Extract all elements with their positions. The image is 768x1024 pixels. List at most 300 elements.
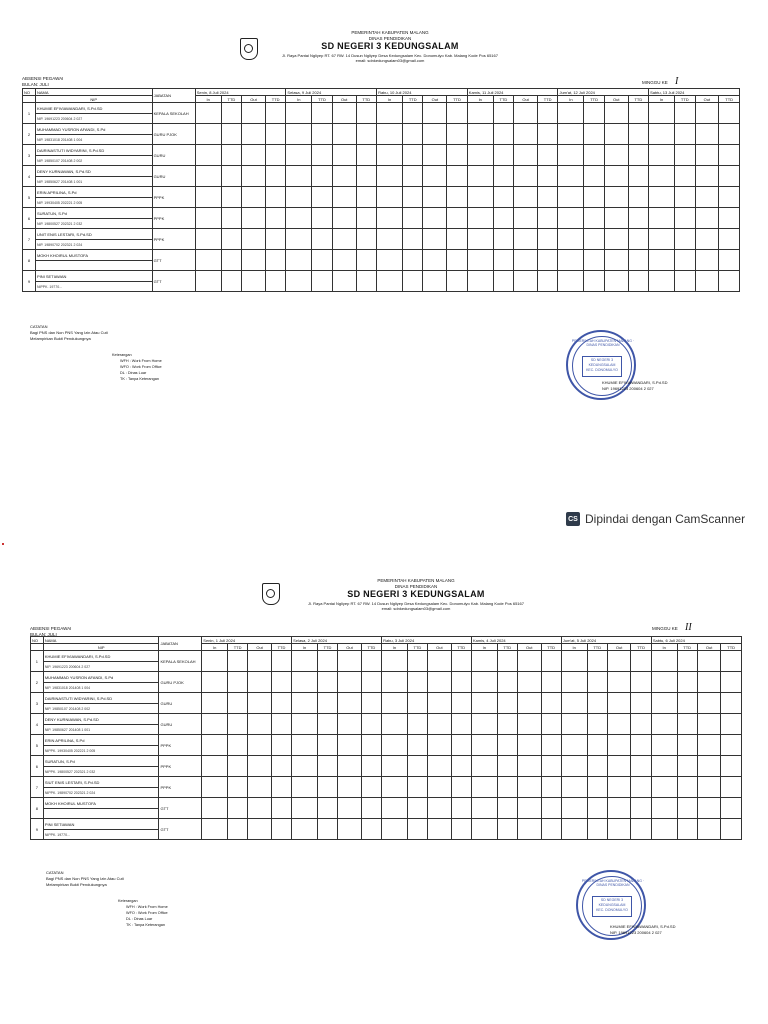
attendance-cell: [695, 187, 719, 208]
attendance-cell: [675, 271, 696, 292]
attendance-cell: [423, 103, 447, 124]
attendance-cell: [377, 124, 403, 145]
table-row: [31, 693, 742, 704]
employee-name: ERIN APRILINA, S.Pd: [35, 187, 152, 198]
attendance-cell: [537, 166, 558, 187]
attendance-cell: [493, 208, 514, 229]
attendance-cell: [493, 229, 514, 250]
attendance-cell: [271, 693, 291, 714]
day-header: Selasa, 9 Juli 2024: [286, 89, 377, 96]
attendance-cell: [675, 166, 696, 187]
col-header-no: NO: [23, 89, 36, 96]
attendance-cell: [447, 250, 468, 271]
table-row: [23, 271, 740, 282]
col-header-in: In: [202, 644, 228, 651]
attendance-cell: [675, 187, 696, 208]
attendance-cell: [649, 187, 675, 208]
attendance-cell: [221, 208, 242, 229]
attendance-cell: [361, 798, 381, 819]
attendance-cell: [402, 166, 423, 187]
attendance-cell: [561, 798, 587, 819]
attendance-cell: [651, 777, 677, 798]
attendance-cell: [377, 187, 403, 208]
table-row: [31, 756, 742, 767]
attendance-cell: [202, 714, 228, 735]
day-header: Kamis, 11 Juli 2024: [467, 89, 558, 96]
attendance-cell: [649, 250, 675, 271]
signer-name: KHUMIE EFIVIAWANDARI, S.Pd.SD: [602, 380, 668, 385]
attendance-cell: [561, 777, 587, 798]
day-header: Sabtu, 13 Juli 2024: [649, 89, 740, 96]
attendance-cell: [265, 208, 286, 229]
attendance-cell: [537, 229, 558, 250]
attendance-cell: [292, 819, 318, 840]
attendance-cell: [628, 187, 649, 208]
attendance-cell: [497, 735, 517, 756]
attendance-cell: [604, 208, 628, 229]
attendance-cell: [675, 229, 696, 250]
attendance-cell: [561, 819, 587, 840]
letterhead-school: SD NEGERI 3 KEDUNGSALAM: [347, 589, 485, 600]
employee-nip: NIP. 19850627 201408 1 001: [35, 177, 152, 187]
day-header: Jum'at, 5 Juli 2024: [561, 637, 651, 644]
attendance-cell: [604, 229, 628, 250]
attendance-cell: [227, 714, 247, 735]
week-number: I: [675, 76, 679, 87]
attendance-cell: [607, 735, 631, 756]
attendance-cell: [248, 819, 272, 840]
row-number: 6: [23, 208, 36, 229]
attendance-cell: [451, 714, 471, 735]
attendance-cell: [221, 103, 242, 124]
attendance-cell: [561, 735, 587, 756]
col-header-in: In: [471, 644, 497, 651]
attendance-cell: [604, 187, 628, 208]
attendance-cell: [265, 271, 286, 292]
attendance-cell: [649, 145, 675, 166]
legend-item: TK : Tanpa Keterangan: [120, 377, 159, 382]
attendance-cell: [651, 714, 677, 735]
row-number: 4: [23, 166, 36, 187]
attendance-cell: [447, 271, 468, 292]
row-number: 7: [23, 229, 36, 250]
attendance-cell: [338, 777, 362, 798]
attendance-cell: [382, 735, 408, 756]
attendance-cell: [382, 651, 408, 672]
attendance-cell: [604, 103, 628, 124]
attendance-cell: [649, 208, 675, 229]
attendance-cell: [514, 166, 538, 187]
attendance-cell: [467, 187, 493, 208]
table-row: [23, 124, 740, 135]
attendance-cell: [377, 166, 403, 187]
table-row: [31, 651, 742, 662]
attendance-cell: [584, 145, 605, 166]
attendance-cell: [514, 250, 538, 271]
attendance-cell: [677, 777, 697, 798]
legend-block: [112, 352, 162, 382]
attendance-cell: [675, 208, 696, 229]
attendance-cell: [721, 735, 742, 756]
attendance-cell: [317, 714, 337, 735]
attendance-cell: [517, 756, 541, 777]
attendance-cell: [517, 735, 541, 756]
col-header-ttd: TTD: [537, 96, 558, 103]
legend-item: DL : Dinas Luar: [120, 371, 147, 376]
attendance-cell: [332, 166, 356, 187]
attendance-cell: [312, 145, 333, 166]
attendance-cell: [561, 693, 587, 714]
legend-item: WFO : Work From Office: [126, 911, 168, 916]
col-header-in: In: [382, 644, 408, 651]
attendance-cell: [221, 250, 242, 271]
attendance-cell: [377, 271, 403, 292]
attendance-cell: [517, 651, 541, 672]
attendance-cell: [286, 229, 312, 250]
col-header-name: NAMA: [35, 89, 152, 96]
attendance-cell: [651, 756, 677, 777]
attendance-cell: [471, 819, 497, 840]
attendance-cell: [428, 756, 452, 777]
col-header-ttd: TTD: [584, 96, 605, 103]
attendance-cell: [493, 271, 514, 292]
attendance-cell: [695, 271, 719, 292]
attendance-cell: [467, 103, 493, 124]
attendance-cell: [719, 208, 740, 229]
attendance-cell: [719, 187, 740, 208]
attendance-cell: [382, 777, 408, 798]
week-indicator: [652, 622, 692, 633]
attendance-cell: [651, 798, 677, 819]
day-header: Selasa, 2 Juli 2024: [292, 637, 382, 644]
letterhead-address: Jl. Raya Pantai Ngliyep RT. 67 RW. 14 Dusun Ngliyep Desa Kedungsalam Kec. Donomulyo Kab. Malang Kode Pos 65167: [282, 52, 498, 58]
attendance-cell: [338, 672, 362, 693]
attendance-cell: [402, 145, 423, 166]
attendance-cell: [221, 124, 242, 145]
attendance-cell: [292, 798, 318, 819]
attendance-cell: [248, 672, 272, 693]
attendance-cell: [402, 187, 423, 208]
attendance-cell: [242, 187, 266, 208]
attendance-cell: [471, 777, 497, 798]
stamp-ring-text: PEMERINTAH KABUPATEN MALANG · DINAS PENDIDIKAN: [581, 879, 645, 887]
col-header-out: Out: [248, 644, 272, 651]
employee-nip: NIP. 19800527 202321 2 032: [35, 219, 152, 229]
attendance-cell: [286, 166, 312, 187]
attendance-cell: [195, 208, 221, 229]
attendance-cell: [628, 145, 649, 166]
attendance-cell: [265, 124, 286, 145]
attendance-cell: [377, 208, 403, 229]
employee-position: GURU: [159, 714, 202, 735]
attendance-cell: [541, 714, 561, 735]
attendance-cell: [631, 798, 651, 819]
attendance-cell: [695, 124, 719, 145]
attendance-cell: [677, 693, 697, 714]
col-header-no: NO: [31, 637, 44, 644]
attendance-cell: [286, 250, 312, 271]
scan-artifact: [2, 543, 4, 545]
col-header-in: In: [377, 96, 403, 103]
table-row: [31, 798, 742, 809]
attendance-cell: [202, 693, 228, 714]
attendance-cell: [471, 756, 497, 777]
attendance-cell: [537, 124, 558, 145]
letterhead-school: SD NEGERI 3 KEDUNGSALAM: [321, 41, 459, 52]
employee-name: KHUMIE EFIVIAWANDARI, S.Pd.SD: [43, 651, 159, 662]
attendance-cell: [202, 651, 228, 672]
attendance-cell: [356, 229, 377, 250]
attendance-cell: [649, 271, 675, 292]
attendance-cell: [271, 798, 291, 819]
attendance-cell: [558, 145, 584, 166]
attendance-cell: [423, 271, 447, 292]
attendance-cell: [202, 735, 228, 756]
employee-nip: NIP. 19831018 201408 1 004: [43, 683, 159, 693]
attendance-cell: [317, 756, 337, 777]
attendance-cell: [537, 250, 558, 271]
attendance-cell: [541, 735, 561, 756]
attendance-cell: [447, 229, 468, 250]
employee-nip: NIP. 19691223 200604 2 027: [43, 662, 159, 672]
attendance-cell: [587, 798, 607, 819]
attendance-cell: [675, 124, 696, 145]
attendance-cell: [584, 187, 605, 208]
attendance-cell: [402, 124, 423, 145]
attendance-cell: [317, 777, 337, 798]
stamp-district: KEC. DONOMULYO: [596, 907, 628, 912]
attendance-cell: [407, 714, 427, 735]
attendance-cell: [221, 187, 242, 208]
attendance-cell: [675, 103, 696, 124]
table-row: [23, 145, 740, 156]
attendance-cell: [195, 187, 221, 208]
attendance-cell: [242, 166, 266, 187]
day-header: Senin, 1 Juli 2024: [202, 637, 292, 644]
attendance-cell: [471, 714, 497, 735]
attendance-cell: [721, 777, 742, 798]
stamp-district: KEC. DONOMULYO: [586, 367, 618, 372]
attendance-cell: [221, 166, 242, 187]
camscanner-text: Dipindai dengan CamScanner: [585, 512, 746, 526]
attendance-cell: [561, 672, 587, 693]
attendance-cell: [607, 798, 631, 819]
attendance-cell: [428, 651, 452, 672]
attendance-cell: [537, 271, 558, 292]
attendance-cell: [514, 124, 538, 145]
col-header-out: Out: [514, 96, 538, 103]
col-header-ttd: TTD: [361, 644, 381, 651]
attendance-cell: [677, 798, 697, 819]
day-header: Rabu, 3 Juli 2024: [382, 637, 472, 644]
row-number: 3: [23, 145, 36, 166]
attendance-cell: [514, 145, 538, 166]
col-header-ttd: TTD: [271, 644, 291, 651]
employee-position: PPPK: [152, 187, 195, 208]
col-header-position: JABATAN: [152, 89, 195, 103]
attendance-cell: [697, 819, 721, 840]
attendance-cell: [227, 651, 247, 672]
attendance-cell: [514, 229, 538, 250]
attendance-cell: [428, 819, 452, 840]
row-number: 2: [23, 124, 36, 145]
attendance-cell: [471, 672, 497, 693]
attendance-cell: [338, 693, 362, 714]
table-row: [31, 735, 742, 746]
attendance-cell: [361, 693, 381, 714]
attendance-cell: [697, 777, 721, 798]
col-header-ttd: TTD: [265, 96, 286, 103]
attendance-cell: [628, 271, 649, 292]
sheet-month: BULAN: JULI: [22, 82, 49, 87]
attendance-cell: [227, 798, 247, 819]
attendance-cell: [312, 208, 333, 229]
row-number: 8: [31, 798, 44, 819]
letterhead: [266, 578, 566, 611]
attendance-cell: [195, 271, 221, 292]
attendance-cell: [541, 672, 561, 693]
row-number: 5: [31, 735, 44, 756]
attendance-cell: [587, 714, 607, 735]
attendance-cell: [242, 145, 266, 166]
attendance-cell: [628, 229, 649, 250]
employee-name: MUHAMMAD YUSRON AFANDI, S.Pd: [35, 124, 152, 135]
attendance-cell: [202, 756, 228, 777]
col-header-out: Out: [242, 96, 266, 103]
day-header: Kamis, 4 Juli 2024: [471, 637, 561, 644]
attendance-cell: [195, 145, 221, 166]
attendance-cell: [677, 819, 697, 840]
attendance-cell: [649, 229, 675, 250]
attendance-cell: [271, 735, 291, 756]
week-label: MINGGU KE: [652, 626, 678, 631]
attendance-cell: [332, 145, 356, 166]
attendance-cell: [451, 651, 471, 672]
attendance-cell: [248, 756, 272, 777]
attendance-cell: [292, 735, 318, 756]
row-number: 7: [31, 777, 44, 798]
notes-line-1: Bagi PNS dan Non PNS Yang Izin Atau Cuti: [46, 876, 124, 881]
attendance-cell: [517, 777, 541, 798]
col-header-ttd: TTD: [587, 644, 607, 651]
employee-name: DENY KURNIAWAN, S.Pd.SD: [35, 166, 152, 177]
attendance-cell: [695, 103, 719, 124]
attendance-cell: [447, 187, 468, 208]
attendance-cell: [695, 229, 719, 250]
col-header-ttd: TTD: [447, 96, 468, 103]
employee-name: PINI SETIAWAN: [43, 819, 159, 830]
attendance-cell: [332, 250, 356, 271]
attendance-cell: [356, 103, 377, 124]
attendance-cell: [561, 756, 587, 777]
attendance-cell: [493, 145, 514, 166]
attendance-cell: [604, 271, 628, 292]
employee-name: UNIT ENIS LESTARI, S.Pd.SD: [35, 229, 152, 240]
attendance-cell: [451, 735, 471, 756]
employee-name: ERIN APRILINA, S.Pd: [43, 735, 159, 746]
col-header-name: NAMA: [43, 637, 159, 644]
attendance-cell: [651, 819, 677, 840]
employee-name: KHUMIE EFIVIAWANDARI, S.Pd.SD: [35, 103, 152, 114]
col-header-nip: NIP: [35, 96, 152, 103]
attendance-cell: [338, 735, 362, 756]
attendance-cell: [631, 651, 651, 672]
attendance-cell: [382, 714, 408, 735]
notes-block: [30, 324, 108, 342]
col-header-ttd: TTD: [227, 644, 247, 651]
attendance-cell: [382, 798, 408, 819]
table-row: [23, 229, 740, 240]
employee-position: GURU PJOK: [152, 124, 195, 145]
attendance-cell: [677, 672, 697, 693]
col-header-ttd: TTD: [451, 644, 471, 651]
stamp-ring-text: PEMERINTAH KABUPATEN MALANG · DINAS PENDIDIKAN: [571, 339, 635, 347]
attendance-cell: [402, 208, 423, 229]
attendance-cell: [697, 735, 721, 756]
week-number: II: [685, 622, 692, 633]
attendance-cell: [695, 208, 719, 229]
employee-nip: NIPPK. 19770...: [35, 282, 152, 292]
attendance-cell: [628, 166, 649, 187]
attendance-cell: [607, 693, 631, 714]
row-number: 4: [31, 714, 44, 735]
attendance-cell: [607, 819, 631, 840]
attendance-cell: [587, 651, 607, 672]
attendance-cell: [202, 777, 228, 798]
col-header-ttd: TTD: [721, 644, 742, 651]
attendance-cell: [242, 229, 266, 250]
attendance-cell: [631, 777, 651, 798]
col-header-ttd: TTD: [675, 96, 696, 103]
signer-name: KHUMIE EFIVIAWANDARI, S.Pd.SD: [610, 924, 676, 929]
attendance-cell: [428, 735, 452, 756]
col-header-ttd: TTD: [493, 96, 514, 103]
attendance-cell: [541, 819, 561, 840]
employee-name: DENY KURNIAWAN, S.Pd.SD: [43, 714, 159, 725]
attendance-cell: [338, 819, 362, 840]
attendance-cell: [719, 166, 740, 187]
col-header-out: Out: [607, 644, 631, 651]
attendance-cell: [493, 103, 514, 124]
attendance-cell: [587, 693, 607, 714]
letterhead-government: PEMERINTAH KABUPATEN MALANG: [351, 30, 429, 35]
employee-name: MUHAMMAD YUSRON AFANDI, S.Pd: [43, 672, 159, 683]
attendance-cell: [292, 693, 318, 714]
attendance-cell: [428, 777, 452, 798]
attendance-cell: [338, 651, 362, 672]
col-header-in: In: [649, 96, 675, 103]
attendance-cell: [451, 693, 471, 714]
week-label: MINGGU KE: [642, 80, 668, 85]
attendance-cell: [631, 693, 651, 714]
attendance-cell: [317, 651, 337, 672]
sheet-month: BULAN: JULI: [30, 632, 57, 637]
attendance-cell: [471, 798, 497, 819]
legend-block: [118, 898, 168, 928]
attendance-cell: [202, 798, 228, 819]
day-header: Jum'at, 12 Juli 2024: [558, 89, 649, 96]
attendance-cell: [584, 271, 605, 292]
col-header-ttd: TTD: [631, 644, 651, 651]
attendance-cell: [402, 271, 423, 292]
employee-nip: [35, 261, 152, 271]
attendance-cell: [428, 714, 452, 735]
attendance-cell: [607, 672, 631, 693]
legend-item: DL : Dinas Luar: [126, 917, 153, 922]
sheet-title: ABSENSI PEGAWAI: [22, 76, 64, 81]
attendance-cell: [561, 651, 587, 672]
attendance-cell: [356, 166, 377, 187]
